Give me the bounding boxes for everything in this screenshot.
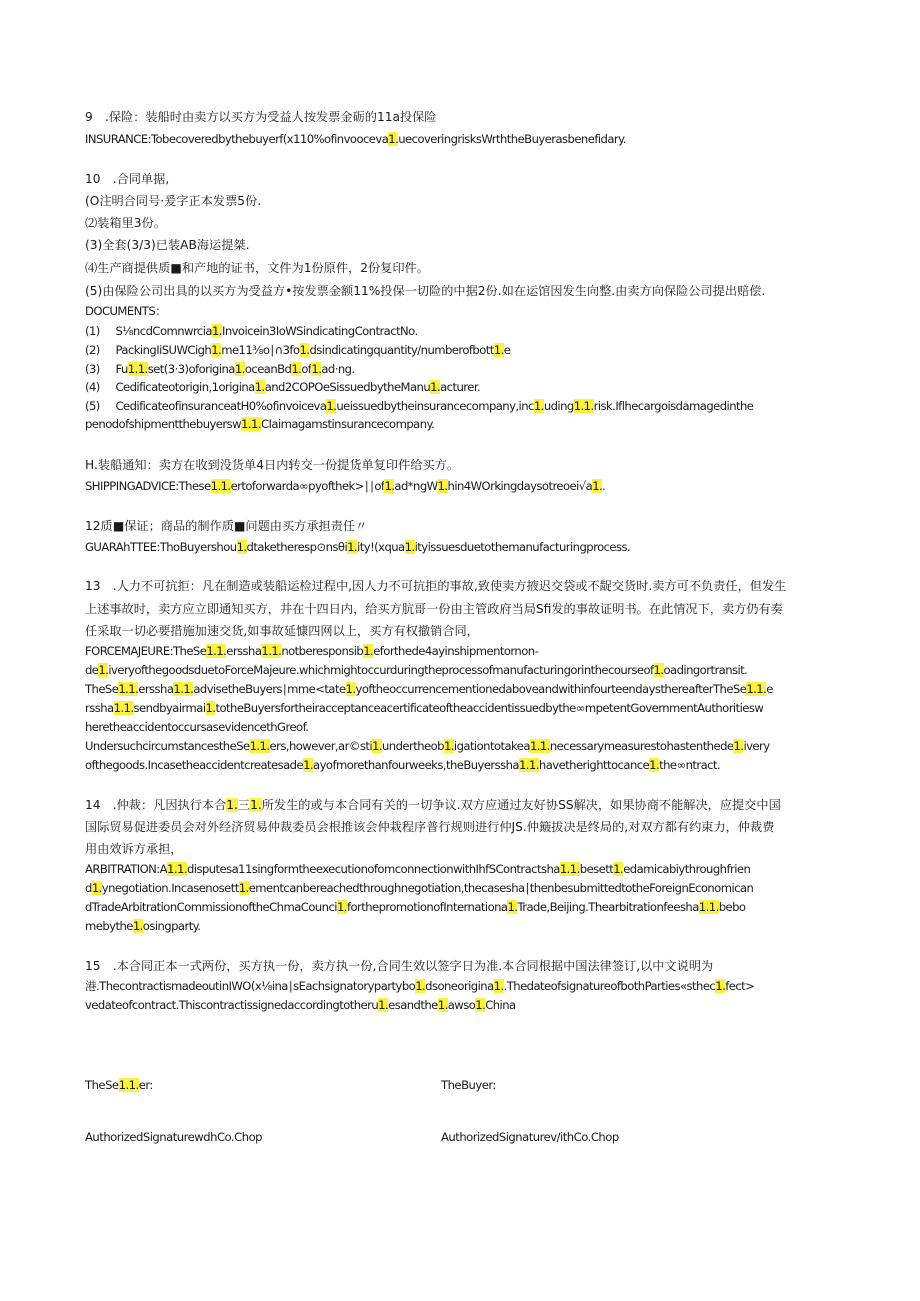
insurance-cn: 9 .保险：装船时由卖方以买方为受益人按发票金砺的11a投保险 xyxy=(85,110,437,124)
arbitration-en-3: dTradeArbitrationCommissionoftheChmaCounci1.forthepromotionofInternationa1.Trade,Beijing.Thearbitrationfeesha1.1.bebo xyxy=(85,900,746,914)
documents-item-1-en: (1) S⅛ncdComnwrcia1.Invoicein3IoWSindicatingContractNo. xyxy=(85,324,418,338)
arbitration-cn-1: 14 .仲裁：凡因执行本合1.三1.所发生的或与本合同有关的一切争议.双方应通过友好协SS解决，如果协商不能解决，应提交中国 xyxy=(85,798,781,812)
force-majeure-en-6: UndersuchcircumstancestheSe1.1.ers,however,ar©sti1.undertheob1.igationtotakea1.1.necessarymeasurestohastenthede1.ivery xyxy=(85,739,770,753)
documents-item-1-cn: (O注明合同号·爰字正本发票5份. xyxy=(85,194,262,208)
force-majeure-cn-3: 任采取一切必要措施加速交货,如事故延慷四网以上，买方有权撤销合同， xyxy=(85,624,479,638)
originals-cn: 15 .本合同正本一式两份，买方执一份，卖方执一份,合同生效以签字日为准.本合同根据中国法律签订,以中文说明为 xyxy=(85,959,714,973)
seller-signature-chop: AuthorizedSignaturewdhCo.Chop xyxy=(85,1130,263,1144)
documents-item-3-en: (3) Fu1.1.set(3·3)oforigina1.oceanBd1.of1.ad·ng. xyxy=(85,362,355,376)
documents-item-5-cn: (5)由保险公司出具的以买方为受益方•按发票金额11%投保一切险的中据2份.如在运馆因发生向整.由卖方向保险公司提出赔偿. xyxy=(85,284,766,298)
documents-item-5-en: (5) CedificateofinsuranceatH0%ofinvoiceva1.ueissuedbytheinsurancecompany,inc1.uding1.1.risk.Iflhecargoisdamagedinthe xyxy=(85,399,754,413)
force-majeure-en-4: rssha1.1.sendbyairmai1.totheBuyersfortheiracceptanceacertificateoftheaccidentissuedbythe∞mpetentGovernmentAuthoritiesw xyxy=(85,701,764,715)
force-majeure-en-7: ofthegoods.Incasetheaccidentcreatesade1.ayofmorethanfourweeks,theBuyerssha1.1.havetherighttocance1.the∞ntract. xyxy=(85,758,721,772)
originals-en-1: 港.ThecontractismadeoutinIWO(x⅛ina∣sEachsignatorypartybo1.dsoneorigina1..ThedateofsignatureofbothParties«sthec1.fect> xyxy=(85,979,755,993)
buyer-signature-chop: AuthorizedSignaturev/ithCo.Chop xyxy=(441,1130,619,1144)
force-majeure-en-5: heretheaccidentoccursasevidencethGreof. xyxy=(85,720,309,734)
guarantee-cn: 12质■保证；商品的制作质■问题由买方承担责任〃 xyxy=(85,519,368,533)
force-majeure-cn-2: 上述事故时，卖方应立即通知买方，井在十四日内，给买方肮哥一份由主管政府当局Sfi发的事故证明书。在此情况下，卖方仍有奏 xyxy=(85,602,783,616)
originals-en-2: vedateofcontract.Thiscontractissignedaccordingtotheru1.esandthe1.awso1.China xyxy=(85,998,516,1012)
shipping-advice-cn: H.装船通知：卖方在收到没货单4日内转交一份提货单复印件给买方。 xyxy=(85,458,460,472)
documents-item-4-cn: ⑷生产商提供质■和产地的证书，文件为1份原件，2份复印件。 xyxy=(85,261,429,275)
documents-item-5-en-cont: penodofshipmentthebuyersw1.1.CIaimagamstinsurancecompany. xyxy=(85,417,435,431)
documents-item-3-cn: (3)全套(3/3)已装AB海运提桀. xyxy=(85,238,250,252)
seller-label: TheSe1.1.er: xyxy=(85,1078,153,1092)
documents-item-4-en: (4) Cedificateotorigin,1origina1.and2COPOeSissuedbytheManu1.acturer. xyxy=(85,380,481,394)
arbitration-cn-2: 国际贸易促进委员会对外经济贸易仲裁委员会根推该会仲栽程序普行规则进行仲JS.仲簸拔决是终局的,对双方都有约束力，仲裁费 xyxy=(85,820,775,834)
shipping-advice-en: SHIPPINGADVICE:These1.1.ertoforwarda∞pyofthek>∣∣of1.ad*ngW1.hin4WOrkingdaysotreoei√a1.. xyxy=(85,479,606,493)
arbitration-cn-3: 用由效诉方承担， xyxy=(85,842,183,856)
guarantee-en: GUARAhTTEE:ThoBuyershou1.dtaketheresp⊙nsθi1.ity!(xqua1.ityissuesduetothemanufacturingprocess. xyxy=(85,540,631,554)
arbitration-en-2: d1.ynegotiation.Incasenosett1.ementcanbereachedthroughnegotiation,thecasesha∣thenbesubmittedtotheForeignEconomican xyxy=(85,881,754,895)
arbitration-en-1: ARBITRATION:A1.1.disputesa11singformtheexecutionofomconnectionwithIhfSContractsha1.1.besett1.edamicabiythroughfrien xyxy=(85,862,751,876)
force-majeure-cn-1: 13 .人力不可抗拒：凡在制造或装船运检过程中,因人力不可抗拒的事故,致使卖方掖迟交袋或不龊交货时.卖方可不负责任，但发生 xyxy=(85,579,787,593)
buyer-label: TheBuyer: xyxy=(441,1078,496,1092)
insurance-en: INSURANCE:Tobecoveredbythebuyerf(x110%ofinvooceva1.uecoveringrisksWrththeBuyerasbenefidary. xyxy=(85,132,626,146)
force-majeure-en-2: de1.iveryofthegoodsduetoForceMajeure.whichmightoccurduringtheprocessofmanufacturingorinthecourseof1.oadingortransit. xyxy=(85,663,748,677)
documents-item-2-cn: ⑵装箱里3份。 xyxy=(85,216,166,230)
arbitration-en-4: mebythe1.osingparty. xyxy=(85,919,201,933)
documents-heading-en: DOCUMENTS： xyxy=(85,304,167,318)
force-majeure-en-3: TheSe1.1.erssha1.1.advisetheBuyers∣mme<tate1.yoftheoccurrencementionedaboveandwithinfourteendaysthereafterTheSe1.1.e xyxy=(85,682,773,696)
force-majeure-en-1: FORCEMAJEURE:TheSe1.1.erssha1.1.notberesponsib1.eforthede4ayinshipmentornon- xyxy=(85,644,539,658)
documents-item-2-en: (2) PackingIiSUWCigh1.me11⅜o∣∩3fo1.dsindicatingquantity/numberofbott1.e xyxy=(85,343,511,357)
documents-title-cn: 10 .合同单据, xyxy=(85,172,170,186)
